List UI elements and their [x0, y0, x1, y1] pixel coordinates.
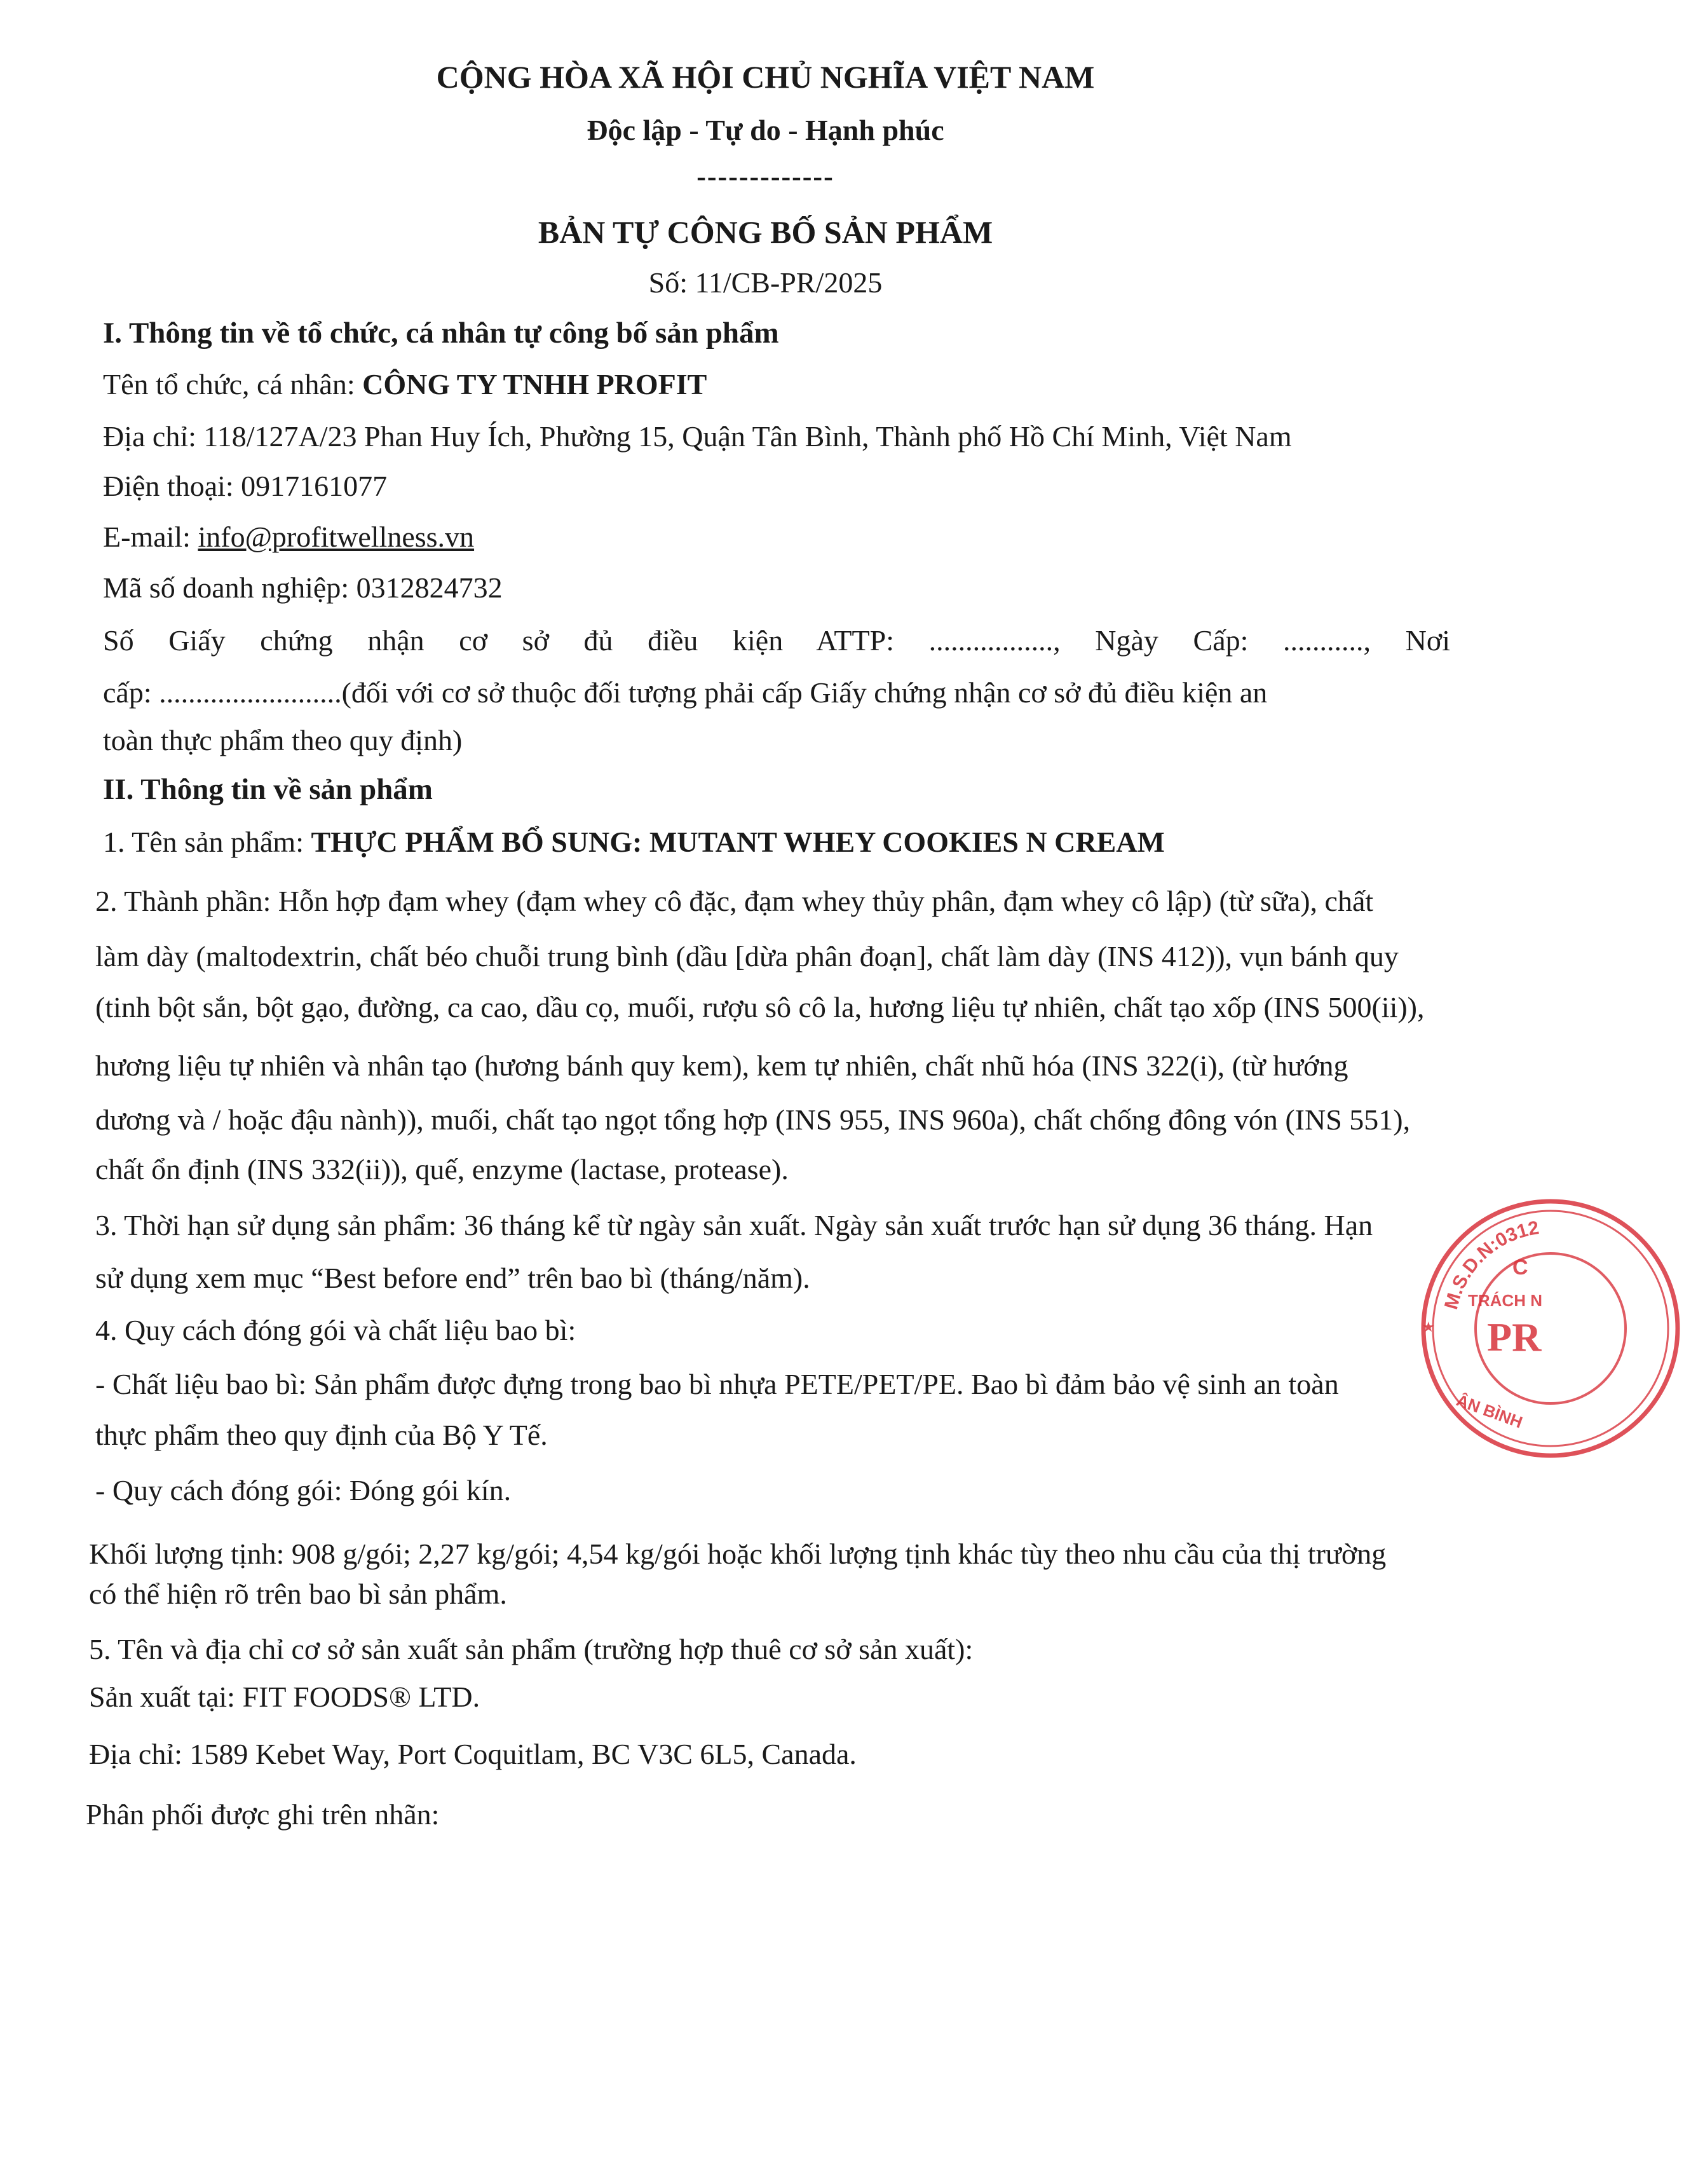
net-weight-line: có thể hiện rõ trên bao bì sản phẩm. [89, 1578, 507, 1610]
ingredients-line: làm dày (maltodextrin, chất béo chuỗi trung bình (dầu [dừa phân đoạn], chất làm dày (INS 412)), vụn bánh quy [95, 940, 1399, 973]
org-name-label: Tên tổ chức, cá nhân: [103, 368, 363, 400]
packaging-material-line: thực phẩm theo quy định của Bộ Y Tế. [95, 1419, 548, 1451]
ingredients-line: 2. Thành phần: Hỗn hợp đạm whey (đạm whey cô đặc, đạm whey thủy phân, đạm whey cô lập) (từ sữa), chất [95, 885, 1374, 917]
seal-ring-text: M.S.D.N:0312 [1441, 1217, 1541, 1312]
net-weight-line: Khối lượng tịnh: 908 g/gói; 2,27 kg/gói; 4,54 kg/gói hoặc khối lượng tịnh khác tùy theo nhu cầu của thị trường [89, 1538, 1387, 1570]
product-name-value: THỰC PHẨM BỔ SUNG: MUTANT WHEY COOKIES N CREAM [311, 826, 1165, 858]
manufacturer-heading: 5. Tên và địa chỉ cơ sở sản xuất sản phẩm (trường hợp thuê cơ sở sản xuất): [89, 1633, 974, 1665]
cert-line-1: Số Giấy chứng nhận cơ sở đủ điều kiện ATTP: ................., Ngày Cấp: ..........., Nơi [103, 624, 1450, 657]
org-name-line [103, 365, 707, 404]
ingredients-line: hương liệu tự nhiên và nhân tạo (hương bánh quy kem), kem tự nhiên, chất nhũ hóa (INS 322(i), (từ hướng [95, 1049, 1348, 1082]
ingredients-line: (tinh bột sắn, bột gạo, đường, ca cao, dầu cọ, muối, rượu sô cô la, hương liệu tự nhiên, chất tạo xốp (INS 500(ii)), [95, 991, 1425, 1023]
product-name-label: 1. Tên sản phẩm: [103, 826, 311, 858]
shelf-life-line: 3. Thời hạn sử dụng sản phẩm: 36 tháng kể từ ngày sản xuất. Ngày sản xuất trước hạn sử dụng 36 tháng. Hạn [95, 1209, 1373, 1241]
product-name-line [103, 823, 1165, 861]
section2-heading: II. Thông tin về sản phẩm [103, 773, 433, 806]
org-email-line [103, 518, 474, 556]
national-title: CỘNG HÒA XÃ HỘI CHỦ NGHĨA VIỆT NAM [436, 59, 1095, 95]
org-tax-code: Mã số doanh nghiệp: 0312824732 [103, 571, 503, 604]
packaging-spec: - Quy cách đóng gói: Đóng gói kín. [95, 1474, 512, 1506]
document-title: BẢN TỰ CÔNG BỐ SẢN PHẨM [538, 214, 993, 250]
distributor-line: Phân phối được ghi trên nhãn: [86, 1798, 440, 1831]
org-email-label: E-mail: [103, 521, 198, 553]
company-seal [1417, 1195, 1684, 1462]
seal-outer-ring [1423, 1201, 1678, 1456]
cert-line-2: cấp: .........................(đối với cơ sở thuộc đối tượng phải cấp Giấy chứng nhận cơ sở đủ điều kiện an [103, 676, 1268, 709]
seal-inner-top: C [1512, 1255, 1528, 1280]
section1-heading: I. Thông tin về tổ chức, cá nhân tự công bố sản phẩm [103, 317, 779, 350]
org-email-link[interactable]: info@profitwellness.vn [198, 521, 475, 553]
document-number: Số: 11/CB-PR/2025 [648, 266, 883, 299]
seal-star-icon: ★ [1422, 1320, 1435, 1335]
manufacturer-address: Địa chỉ: 1589 Kebet Way, Port Coquitlam, BC V3C 6L5, Canada. [89, 1738, 857, 1770]
org-phone: Điện thoại: 0917161077 [103, 470, 388, 502]
seal-inner-mid: TRÁCH N [1468, 1291, 1542, 1310]
ingredients-line: dương và / hoặc đậu nành)), muối, chất tạo ngọt tổng hợp (INS 955, INS 960a), chất chống đông vón (INS 551), [95, 1103, 1411, 1136]
packaging-heading: 4. Quy cách đóng gói và chất liệu bao bì: [95, 1314, 576, 1346]
shelf-life-line: sử dụng xem mục “Best before end” trên bao bì (tháng/năm). [95, 1262, 810, 1294]
seal-inner-bottom: ÂN BÌNH [1453, 1390, 1526, 1432]
org-address: Địa chỉ: 118/127A/23 Phan Huy Ích, Phường 15, Quận Tân Bình, Thành phố Hồ Chí Minh, Việt Nam [103, 420, 1292, 453]
org-name-value: CÔNG TY TNHH PROFIT [362, 368, 707, 400]
packaging-material-line: - Chất liệu bao bì: Sản phẩm được đựng trong bao bì nhựa PETE/PET/PE. Bao bì đảm bảo vệ sinh an toàn [95, 1368, 1339, 1400]
national-motto: Độc lập - Tự do - Hạnh phúc [587, 114, 944, 146]
cert-line-3: toàn thực phẩm theo quy định) [103, 724, 463, 756]
manufacturer-name: Sản xuất tại: FIT FOODS® LTD. [89, 1681, 480, 1713]
ingredients-line: chất ổn định (INS 332(ii)), quế, enzyme (lactase, protease). [95, 1153, 789, 1185]
seal-inner-big: PR [1487, 1314, 1542, 1360]
header-separator: ------------- [696, 161, 834, 192]
